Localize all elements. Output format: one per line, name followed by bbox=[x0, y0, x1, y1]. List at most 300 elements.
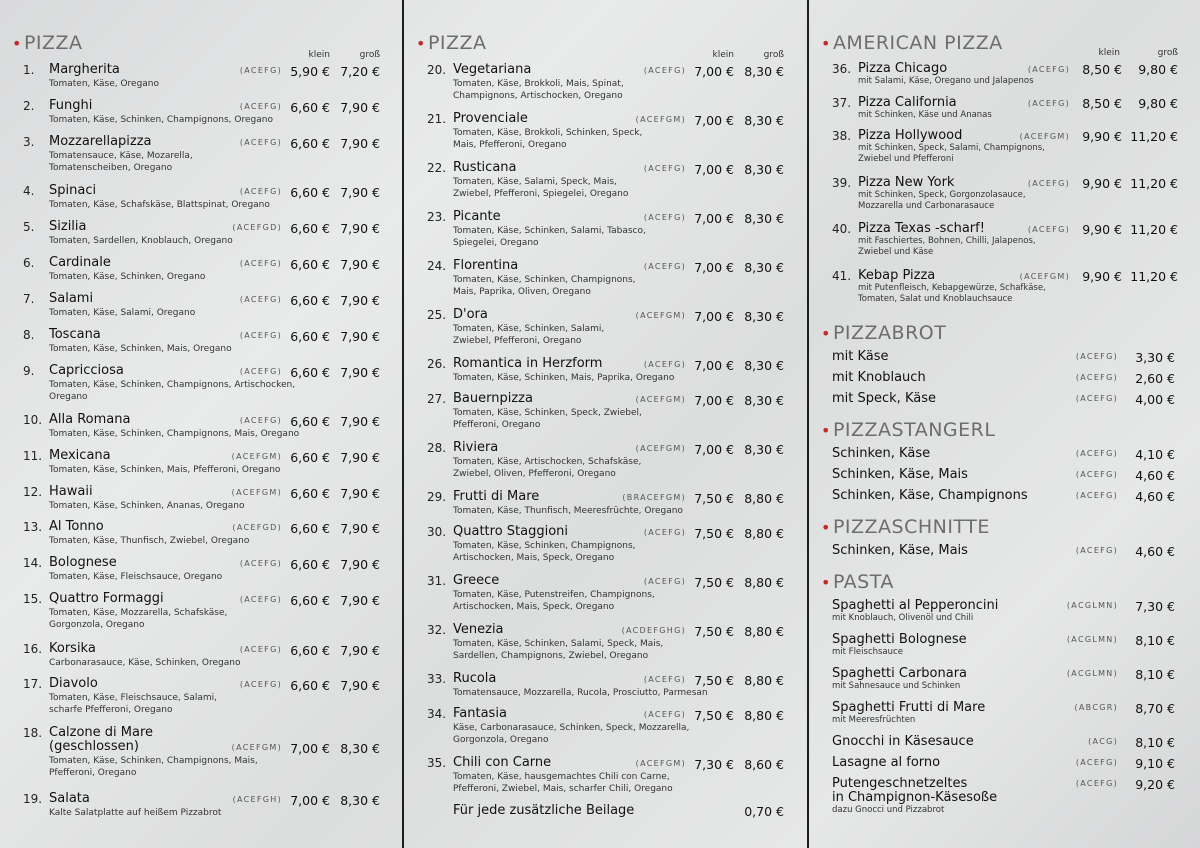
item-description: Tomaten, Sardellen, Knoblauch, Oregano bbox=[49, 236, 233, 246]
price-small: 7,50 € bbox=[694, 491, 734, 506]
item-description: mit Putenfleisch, Kebapgewürze, Schafkäse, bbox=[858, 283, 1046, 293]
item-description: Pfefferoni, Zwiebel, Mais, scharfer Chili, Oregano bbox=[453, 784, 673, 794]
item-name: Pizza California bbox=[858, 95, 957, 110]
price-large: 8,30 € bbox=[340, 793, 380, 808]
item-description: Tomaten, Käse, Artischocken, Schafskäse, bbox=[453, 457, 642, 467]
item-number: 11. bbox=[23, 449, 43, 463]
section-title-text: PIZZA bbox=[23, 32, 83, 54]
item-description: Tomaten, Käse, hausgemachtes Chili con Carne, bbox=[453, 772, 670, 782]
item-name: Pizza New York bbox=[858, 175, 955, 190]
item-allergens: (ACEFGM) bbox=[1019, 272, 1070, 281]
item-number: 41. bbox=[832, 269, 852, 283]
item-description: Tomaten, Käse, Schinken, Speck, Zwiebel, bbox=[453, 408, 642, 418]
item-allergens: (ACEFGM) bbox=[635, 115, 686, 124]
price-small: 8,50 € bbox=[1082, 96, 1122, 111]
price-small: 6,60 € bbox=[290, 257, 330, 272]
item-description: Tomaten, Käse, Schinken, Oregano bbox=[49, 272, 206, 282]
item-allergens: (ACEFGD) bbox=[232, 223, 282, 232]
item-name: Spinaci bbox=[49, 183, 97, 198]
item-name: Mozzarellapizza bbox=[49, 134, 152, 149]
item-number: 1. bbox=[23, 63, 35, 77]
price-large: 7,90 € bbox=[340, 257, 380, 272]
item-allergens: (ACEFG) bbox=[239, 66, 282, 75]
item-description: Zwiebel, Pfefferoni, Oregano bbox=[453, 336, 582, 346]
item-name: Cardinale bbox=[49, 255, 111, 270]
price-large: 11,20 € bbox=[1130, 269, 1178, 284]
item-description: Pfefferoni, Oregano bbox=[49, 768, 137, 778]
item-description: Tomaten, Käse, Schinken, Salami, Speck, Mais, bbox=[453, 639, 664, 649]
item-allergens: (ACEFG) bbox=[239, 559, 282, 568]
item-description: Tomaten, Käse, Fleischsauce, Salami, bbox=[49, 693, 217, 703]
item-allergens: (ACEFG) bbox=[239, 595, 282, 604]
item-description: mit Sahnesauce und Schinken bbox=[832, 681, 961, 691]
price-small: 7,00 € bbox=[694, 442, 734, 457]
item-name: Toscana bbox=[49, 327, 101, 342]
item-description: Tomaten, Käse, Schinken, Champignons, bbox=[453, 275, 636, 285]
price-large: 8,30 € bbox=[340, 741, 380, 756]
item-name: Bolognese bbox=[49, 555, 117, 570]
item-name: Mexicana bbox=[49, 448, 111, 463]
item-name: Margherita bbox=[49, 62, 120, 77]
item-name: Alla Romana bbox=[49, 412, 131, 427]
price-large: 7,90 € bbox=[340, 643, 380, 658]
item-number: 34. bbox=[427, 707, 447, 721]
price-large: 8,30 € bbox=[744, 442, 784, 457]
item-name: Putengeschnetzeltes bbox=[832, 776, 968, 791]
item-description: dazu Gnocci und Pizzabrot bbox=[832, 805, 945, 815]
item-number: 12. bbox=[23, 485, 43, 499]
item-name: Schinken, Käse, Mais bbox=[832, 467, 968, 482]
price-small: 6,60 € bbox=[290, 678, 330, 693]
price-large: 11,20 € bbox=[1130, 129, 1178, 144]
item-description: mit Salami, Käse, Oregano und Jalapenos bbox=[858, 76, 1034, 86]
item-name: Spaghetti Bolognese bbox=[832, 632, 967, 647]
price-small: 9,90 € bbox=[1082, 176, 1122, 191]
section-title bbox=[12, 32, 83, 54]
item-description: Tomaten, Käse, Schinken, Mais, Paprika, Oregano bbox=[453, 373, 675, 383]
item-allergens: (ACEFG) bbox=[239, 645, 282, 654]
item-allergens: (ACEFG) bbox=[239, 138, 282, 147]
item-allergens: (ACGLMN) bbox=[1066, 669, 1118, 678]
item-description: Tomaten, Käse, Schinken, Champignons, bbox=[453, 541, 636, 551]
section-title-text: PASTA bbox=[832, 571, 894, 593]
item-allergens: (ACEFGM) bbox=[635, 395, 686, 404]
price-small: 7,30 € bbox=[694, 757, 734, 772]
section-title bbox=[821, 571, 894, 593]
item-description: Tomaten, Käse, Schinken, Mais, Oregano bbox=[49, 344, 232, 354]
item-description: Tomaten, Käse, Schinken, Champignons, Oregano bbox=[49, 115, 273, 125]
price-small: 7,50 € bbox=[694, 708, 734, 723]
section-title-text: AMERICAN PIZZA bbox=[832, 32, 1003, 54]
item-name: Kebap Pizza bbox=[858, 268, 936, 283]
price-large: 8,30 € bbox=[744, 358, 784, 373]
price-large: 8,80 € bbox=[744, 708, 784, 723]
price-large: 7,90 € bbox=[340, 136, 380, 151]
bullet-dot: • bbox=[821, 34, 831, 53]
price-small: 7,00 € bbox=[290, 793, 330, 808]
item-allergens: (ACEFG) bbox=[1075, 470, 1118, 479]
size-label-small: klein bbox=[712, 50, 734, 60]
price-small: 6,60 € bbox=[290, 185, 330, 200]
item-price: 8,10 € bbox=[1135, 735, 1175, 750]
item-description: Champignons, Artischocken, Oregano bbox=[453, 91, 623, 101]
item-allergens: (ACEFG) bbox=[1027, 225, 1070, 234]
item-allergens: (ACEFGM) bbox=[231, 452, 282, 461]
item-allergens: (ACEFGM) bbox=[635, 444, 686, 453]
item-description: Tomaten, Käse, Salami, Speck, Mais, bbox=[453, 177, 617, 187]
section-title-text: PIZZASTANGERL bbox=[832, 419, 996, 441]
item-number: 20. bbox=[427, 63, 447, 77]
item-price: 8,10 € bbox=[1135, 667, 1175, 682]
item-name: Romantica in Herzform bbox=[453, 356, 603, 371]
price-large: 9,80 € bbox=[1138, 96, 1178, 111]
item-number: 37. bbox=[832, 96, 852, 110]
item-allergens: (ACEFG) bbox=[1075, 491, 1118, 500]
item-allergens: (ACEFG) bbox=[1075, 352, 1118, 361]
item-name: Funghi bbox=[49, 98, 93, 113]
price-small: 9,90 € bbox=[1082, 222, 1122, 237]
item-description: Tomaten, Käse, Brokkoli, Mais, Spinat, bbox=[453, 79, 624, 89]
price-large: 8,30 € bbox=[744, 64, 784, 79]
item-description: Pfefferoni, Oregano bbox=[453, 420, 541, 430]
price-small: 7,50 € bbox=[694, 624, 734, 639]
item-allergens: (ACEFGM) bbox=[635, 759, 686, 768]
price-large: 8,80 € bbox=[744, 673, 784, 688]
item-description: Tomaten, Käse, Oregano bbox=[49, 79, 160, 89]
section-title bbox=[821, 32, 1003, 54]
item-allergens: (ACEFG) bbox=[239, 331, 282, 340]
price-large: 7,90 € bbox=[340, 329, 380, 344]
bullet-dot: • bbox=[416, 34, 426, 53]
price-large: 7,90 € bbox=[340, 450, 380, 465]
item-allergens: (ACEFG) bbox=[643, 528, 686, 537]
item-number: 21. bbox=[427, 112, 447, 126]
item-name: Schinken, Käse, Mais bbox=[832, 543, 968, 558]
price-large: 7,90 € bbox=[340, 593, 380, 608]
price-large: 8,30 € bbox=[744, 211, 784, 226]
bullet-dot: • bbox=[821, 421, 831, 440]
item-allergens: (ACEFG) bbox=[239, 259, 282, 268]
item-description: Oregano bbox=[49, 392, 88, 402]
price-large: 7,90 € bbox=[340, 521, 380, 536]
item-description: Mais, Pfefferoni, Oregano bbox=[453, 140, 567, 150]
item-allergens: (ACEFG) bbox=[239, 416, 282, 425]
section-title-text: PIZZASCHNITTE bbox=[832, 516, 990, 538]
item-description: mit Schinken, Käse und Ananas bbox=[858, 110, 992, 120]
bullet-dot: • bbox=[12, 34, 22, 53]
price-large: 8,30 € bbox=[744, 393, 784, 408]
item-name: D'ora bbox=[453, 307, 488, 322]
item-name: Schinken, Käse, Champignons bbox=[832, 488, 1028, 503]
item-allergens: (ACEFGM) bbox=[635, 311, 686, 320]
item-number: 38. bbox=[832, 129, 852, 143]
item-description: Tomaten, Käse, Salami, Oregano bbox=[49, 308, 196, 318]
item-allergens: (ACEFG) bbox=[239, 367, 282, 376]
price-small: 7,00 € bbox=[694, 309, 734, 324]
price-small: 8,50 € bbox=[1082, 62, 1122, 77]
column-divider bbox=[402, 0, 404, 848]
item-allergens: (BRACEFGM) bbox=[622, 493, 686, 502]
item-allergens: (ACEFG) bbox=[239, 187, 282, 196]
item-description: Tomaten, Käse, Thunfisch, Meeresfrüchte, Oregano bbox=[453, 506, 683, 516]
item-price: 8,10 € bbox=[1135, 633, 1175, 648]
item-description: Tomaten, Käse, Schinken, Mais, Pfefferoni, Oregano bbox=[49, 465, 281, 475]
item-description: Tomaten, Käse, Schinken, Champignons, Artischocken, bbox=[49, 380, 296, 390]
item-allergens: (ACEFGH) bbox=[232, 795, 282, 804]
price-small: 7,00 € bbox=[694, 260, 734, 275]
item-allergens: (ACEFG) bbox=[239, 102, 282, 111]
item-number: 2. bbox=[23, 99, 35, 113]
item-number: 40. bbox=[832, 222, 852, 236]
item-allergens: (ACEFG) bbox=[1075, 449, 1118, 458]
item-name: Salata bbox=[49, 791, 90, 806]
item-name: Spaghetti al Pepperoncini bbox=[832, 598, 999, 613]
item-number: 14. bbox=[23, 556, 43, 570]
price-small: 7,00 € bbox=[694, 113, 734, 128]
item-allergens: (ACEFG) bbox=[643, 360, 686, 369]
item-name: mit Knoblauch bbox=[832, 370, 926, 385]
item-allergens: (ACDEFGHG) bbox=[621, 626, 686, 635]
price-large: 8,60 € bbox=[744, 757, 784, 772]
item-name: Lasagne al forno bbox=[832, 755, 941, 770]
item-description: Spiegelei, Oregano bbox=[453, 238, 539, 248]
item-name: Provenciale bbox=[453, 111, 528, 126]
item-allergens: (ACEFG) bbox=[643, 577, 686, 586]
item-allergens: (ACEFG) bbox=[1027, 65, 1070, 74]
section-title bbox=[821, 419, 995, 441]
price-large: 8,30 € bbox=[744, 162, 784, 177]
item-number: 24. bbox=[427, 259, 447, 273]
item-description: Sardellen, Champignons, Zwiebel, Oregano bbox=[453, 651, 649, 661]
price-large: 11,20 € bbox=[1130, 176, 1178, 191]
item-price: 4,60 € bbox=[1135, 544, 1175, 559]
item-allergens: (ACEFG) bbox=[643, 164, 686, 173]
price-large: 8,30 € bbox=[744, 113, 784, 128]
item-description: Tomaten, Salat und Knoblauchsauce bbox=[858, 294, 1013, 304]
price-small: 5,90 € bbox=[290, 64, 330, 79]
price-small: 6,60 € bbox=[290, 293, 330, 308]
item-number: 9. bbox=[23, 364, 35, 378]
price-large: 7,90 € bbox=[340, 678, 380, 693]
price-small: 6,60 € bbox=[290, 593, 330, 608]
price-small: 6,60 € bbox=[290, 136, 330, 151]
item-price: 9,10 € bbox=[1135, 756, 1175, 771]
item-description: Tomatensauce, Käse, Mozarella, bbox=[49, 151, 193, 161]
item-description: Gorgonzola, Oregano bbox=[49, 620, 145, 630]
item-price: 4,00 € bbox=[1135, 392, 1175, 407]
size-label-small: klein bbox=[1098, 48, 1120, 58]
item-name: Bauernpizza bbox=[453, 391, 533, 406]
price-small: 7,00 € bbox=[290, 741, 330, 756]
price-large: 11,20 € bbox=[1130, 222, 1178, 237]
item-number: 26. bbox=[427, 357, 447, 371]
item-number: 18. bbox=[23, 726, 43, 740]
item-description: Gorgonzola, Oregano bbox=[453, 735, 549, 745]
item-price: 7,30 € bbox=[1135, 599, 1175, 614]
item-number: 16. bbox=[23, 642, 43, 656]
item-price: 9,20 € bbox=[1135, 777, 1175, 792]
item-name: Calzone di Mare bbox=[49, 725, 154, 740]
item-description: Kalte Salatplatte auf heißem Pizzabrot bbox=[49, 808, 222, 818]
item-number: 19. bbox=[23, 792, 43, 806]
item-number: 5. bbox=[23, 220, 35, 234]
extra-price: 0,70 € bbox=[744, 804, 784, 819]
item-description: Artischocken, Mais, Speck, Oregano bbox=[453, 553, 615, 563]
item-allergens: (ACG) bbox=[1088, 737, 1118, 746]
section-title bbox=[821, 322, 946, 344]
item-description: Tomatenscheiben, Oregano bbox=[49, 163, 173, 173]
item-name: Pizza Chicago bbox=[858, 61, 948, 76]
item-number: 10. bbox=[23, 413, 43, 427]
item-number: 15. bbox=[23, 592, 43, 606]
price-large: 7,90 € bbox=[340, 293, 380, 308]
item-name: mit Speck, Käse bbox=[832, 391, 936, 406]
size-label-large: groß bbox=[1157, 48, 1178, 58]
item-description: scharfe Pfefferoni, Oregano bbox=[49, 705, 173, 715]
price-large: 8,80 € bbox=[744, 491, 784, 506]
item-number: 36. bbox=[832, 62, 852, 76]
item-name: Venezia bbox=[453, 622, 504, 637]
item-description: Mais, Paprika, Oliven, Oregano bbox=[453, 287, 591, 297]
price-large: 8,80 € bbox=[744, 624, 784, 639]
price-small: 7,00 € bbox=[694, 64, 734, 79]
section-title bbox=[416, 32, 487, 54]
item-description: mit Schinken, Speck, Gorgonzolasauce, bbox=[858, 190, 1026, 200]
price-large: 7,90 € bbox=[340, 414, 380, 429]
item-price: 8,70 € bbox=[1135, 701, 1175, 716]
item-allergens: (ACEFG) bbox=[643, 710, 686, 719]
item-name: (geschlossen) bbox=[49, 739, 139, 754]
item-number: 33. bbox=[427, 672, 447, 686]
item-name: Vegetariana bbox=[453, 62, 532, 77]
item-number: 8. bbox=[23, 328, 35, 342]
item-name: Fantasia bbox=[453, 706, 507, 721]
item-name: Picante bbox=[453, 209, 501, 224]
price-small: 6,60 € bbox=[290, 643, 330, 658]
size-label-large: groß bbox=[763, 50, 784, 60]
item-description: Tomaten, Käse, Schinken, Ananas, Oregano bbox=[49, 501, 245, 511]
item-description: Tomaten, Käse, Fleischsauce, Oregano bbox=[49, 572, 223, 582]
item-allergens: (ACEFG) bbox=[1075, 779, 1118, 788]
extra-label: Für jede zusätzliche Beilage bbox=[453, 803, 635, 818]
price-small: 6,60 € bbox=[290, 329, 330, 344]
size-label-large: groß bbox=[359, 50, 380, 60]
section-title-text: PIZZABROT bbox=[832, 322, 947, 344]
item-number: 29. bbox=[427, 490, 447, 504]
item-name: Spaghetti Carbonara bbox=[832, 666, 968, 681]
item-allergens: (ACEFG) bbox=[1027, 99, 1070, 108]
item-description: Tomaten, Käse, Brokkoli, Schinken, Speck, bbox=[453, 128, 643, 138]
size-label-small: klein bbox=[308, 50, 330, 60]
item-number: 7. bbox=[23, 292, 35, 306]
price-small: 7,00 € bbox=[694, 393, 734, 408]
price-small: 7,50 € bbox=[694, 575, 734, 590]
price-small: 7,00 € bbox=[694, 162, 734, 177]
price-small: 9,90 € bbox=[1082, 129, 1122, 144]
item-number: 25. bbox=[427, 308, 447, 322]
item-name: Riviera bbox=[453, 440, 499, 455]
price-large: 7,20 € bbox=[340, 64, 380, 79]
item-description: Tomaten, Käse, Schinken, Champignons, Mais, Oregano bbox=[49, 429, 300, 439]
item-name: Rucola bbox=[453, 671, 497, 686]
price-small: 6,60 € bbox=[290, 365, 330, 380]
price-large: 8,80 € bbox=[744, 575, 784, 590]
item-price: 3,30 € bbox=[1135, 350, 1175, 365]
item-allergens: (ACEFG) bbox=[1075, 546, 1118, 555]
item-price: 4,10 € bbox=[1135, 447, 1175, 462]
bullet-dot: • bbox=[821, 518, 831, 537]
price-small: 7,50 € bbox=[694, 526, 734, 541]
item-name: Chili con Carne bbox=[453, 755, 552, 770]
item-number: 3. bbox=[23, 135, 35, 149]
price-small: 6,60 € bbox=[290, 486, 330, 501]
price-small: 6,60 € bbox=[290, 557, 330, 572]
item-allergens: (ACGLMN) bbox=[1066, 635, 1118, 644]
item-name: Hawaii bbox=[49, 484, 93, 499]
item-number: 31. bbox=[427, 574, 447, 588]
item-allergens: (ACEFG) bbox=[239, 295, 282, 304]
item-allergens: (ACEFG) bbox=[1027, 179, 1070, 188]
price-small: 7,00 € bbox=[694, 358, 734, 373]
item-number: 27. bbox=[427, 392, 447, 406]
item-allergens: (ACEFG) bbox=[643, 213, 686, 222]
price-large: 7,90 € bbox=[340, 486, 380, 501]
item-description: Tomaten, Käse, Mozzarella, Schafskäse, bbox=[49, 608, 228, 618]
item-allergens: (ACEFGM) bbox=[231, 488, 282, 497]
item-number: 22. bbox=[427, 161, 447, 175]
item-description: Zwiebel, Pfefferoni, Spiegelei, Oregano bbox=[453, 189, 629, 199]
item-number: 23. bbox=[427, 210, 447, 224]
item-description: mit Knoblauch, Olivenöl und Chili bbox=[832, 613, 974, 623]
item-number: 4. bbox=[23, 184, 35, 198]
item-name: Al Tonno bbox=[49, 519, 104, 534]
item-description: mit Meeresfrüchten bbox=[832, 715, 916, 725]
item-name: in Champignon-Käsesoße bbox=[832, 790, 998, 805]
item-allergens: (ACEFG) bbox=[643, 262, 686, 271]
item-description: Tomaten, Käse, Schinken, Salami, Tabasco, bbox=[453, 226, 646, 236]
item-description: Artischocken, Mais, Speck, Oregano bbox=[453, 602, 615, 612]
price-large: 8,80 € bbox=[744, 526, 784, 541]
item-description: Mozzarella und Carbonarasauce bbox=[858, 201, 995, 211]
price-small: 6,60 € bbox=[290, 414, 330, 429]
item-description: mit Faschiertes, Bohnen, Chilli, Jalapenos, bbox=[858, 236, 1036, 246]
item-price: 4,60 € bbox=[1135, 468, 1175, 483]
item-price: 4,60 € bbox=[1135, 489, 1175, 504]
section-title-text: PIZZA bbox=[427, 32, 487, 54]
item-name: Gnocchi in Käsesauce bbox=[832, 734, 974, 749]
item-name: Korsika bbox=[49, 641, 96, 656]
price-large: 9,80 € bbox=[1138, 62, 1178, 77]
item-name: Quattro Formaggi bbox=[49, 591, 164, 606]
item-allergens: (ACGLMN) bbox=[1066, 601, 1118, 610]
item-name: Diavolo bbox=[49, 676, 98, 691]
item-name: Salami bbox=[49, 291, 94, 306]
item-allergens: (ACEFG) bbox=[643, 66, 686, 75]
price-small: 6,60 € bbox=[290, 521, 330, 536]
item-description: Zwiebel und Pfefferoni bbox=[858, 154, 954, 164]
item-price: 2,60 € bbox=[1135, 371, 1175, 386]
item-name: Spaghetti Frutti di Mare bbox=[832, 700, 986, 715]
bullet-dot: • bbox=[821, 573, 831, 592]
item-name: Rusticana bbox=[453, 160, 517, 175]
item-description: Tomaten, Käse, Putenstreifen, Champignons, bbox=[453, 590, 655, 600]
price-small: 9,90 € bbox=[1082, 269, 1122, 284]
item-description: Käse, Carbonarasauce, Schinken, Speck, Mozzarella, bbox=[453, 723, 690, 733]
item-name: Greece bbox=[453, 573, 500, 588]
item-description: mit Schinken, Speck, Salami, Champignons, bbox=[858, 143, 1045, 153]
price-large: 7,90 € bbox=[340, 365, 380, 380]
item-description: Tomatensauce, Mozzarella, Rucola, Prosciutto, Parmesan bbox=[453, 688, 708, 698]
